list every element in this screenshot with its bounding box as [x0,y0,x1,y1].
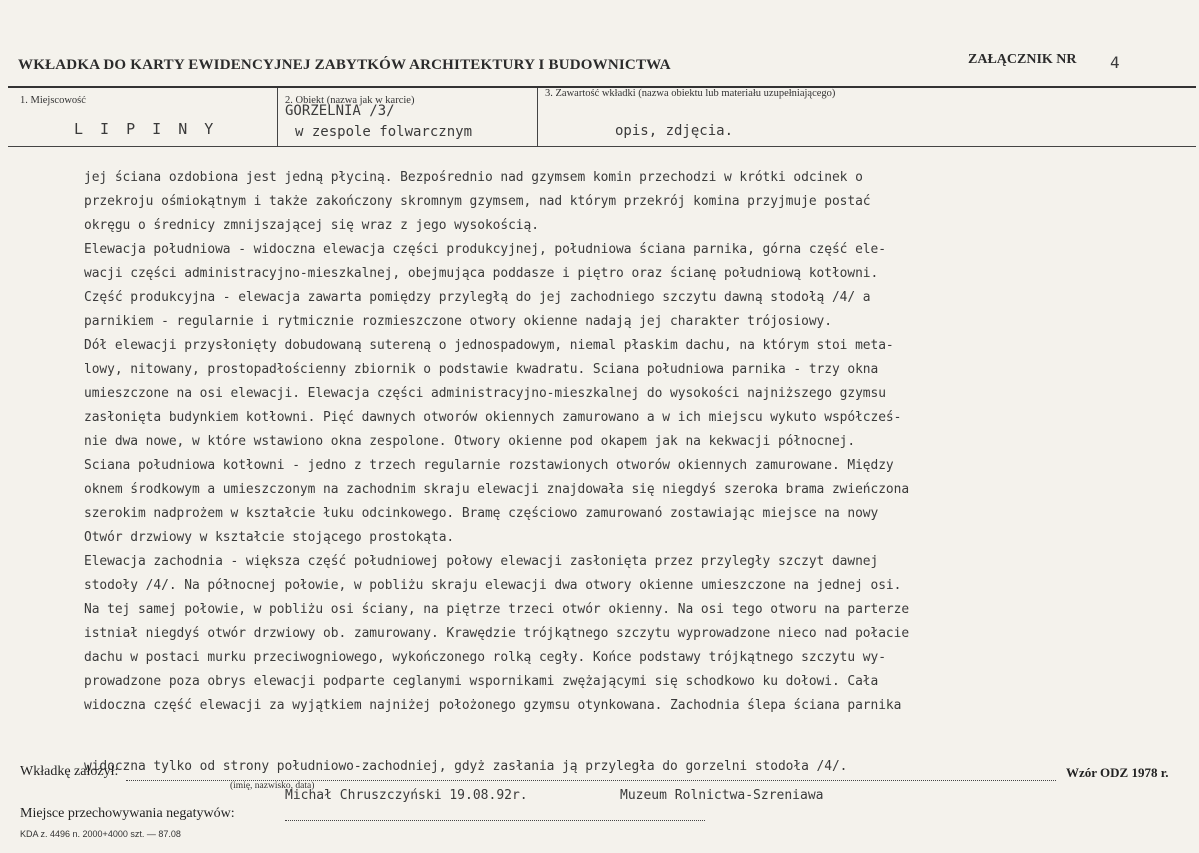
description-line: Dół elewacji przysłonięty dobudowaną sutereną o jednospadowym, niemal płaskim dachu, na którym stoi meta- [84,338,894,353]
description-line: Otwór drzwiowy w kształcie stojącego prostokąta. [84,530,455,545]
field-divider-2 [537,88,538,146]
description-line: szerokim nadprożem w kształcie łuku odcinkowego. Bramę częściowo zamurowanó zostawiając miejsce na nowy [84,506,879,521]
description-line: Elewacja południowa - widoczna elewacja części produkcyjnej, południowa ściana parnika, górna część ele- [84,242,886,257]
description-line: przekroju ośmiokątnym i także zakończony skromnym gzymsem, nad którym przekrój komina przyjmuje postać [84,194,871,209]
description-line: wacji części administracyjno-mieszkalnej, obejmująca poddasze i piętro oraz ścianę południową kotłowni. [84,266,879,281]
object-value-line1: GORZELNIA /3/ [285,103,395,119]
form-title: WKŁADKA DO KARTY EWIDENCYJNEJ ZABYTKÓW ARCHITEKTURY I BUDOWNICTWA [18,57,671,73]
negatives-location-line [285,820,705,821]
contents-label: 3. Zawartość wkładki (nazwa obiektu lub materiału uzupełniającego) [545,88,836,99]
form-model-label: Wzór ODZ 1978 r. [1066,765,1169,780]
description-line: zasłonięta budynkiem kotłowni. Pięć dawnych otworów okiennych zamurowano a w ich miejscu wykuto współcześ- [84,410,902,425]
object-label: 2. Obiekt (nazwa jak w karcie) [285,95,415,106]
description-line: Elewacja zachodnia - większa część południowej połowy elewacji zasłonięta przez przyległy szczyt dawnej [84,554,879,569]
description-line: Na tej samej połowie, w pobliżu osi ściany, na piętrze trzeci otwór okienny. Na osi tego otworu na parterze [84,602,910,617]
field-divider-1 [277,88,278,146]
description-line: widoczna tylko od strony południowo-zachodniej, gdyż zasłania ją przyległa do gorzelni stodoła /4/. [84,759,848,774]
prepared-by-value: Michał Chruszczyński 19.08.92r. [285,788,528,803]
location-value: L I P I N Y [74,120,218,138]
description-line: Część produkcyjna - elewacja zawarta pomiędzy przyległą do jej zachodniego szczytu dawną stodołą /4/ a [84,290,871,305]
description-line: istniał niegdyś otwór drzwiowy ob. zamurowany. Krawędzie trójkątnego szczytu wyprowadzone nieco nad połacie [84,626,910,641]
contents-value: opis, zdjęcia. [615,123,734,139]
description-line: dachu w postaci murku przeciwogniowego, wykończonego rolką cegły. Końce podstawy trójkątnego szczytu wy- [84,650,886,665]
fields-rule [8,146,1196,147]
negatives-location-label: Miejsce przechowywania negatywów: [20,806,235,821]
description-line: jej ściana ozdobiona jest jedną płyciną. Bezpośrednio nad gzymsem komin przechodzi w krótki odcinek o [84,170,863,185]
prepared-by-label: Wkładkę założył: [20,764,119,779]
attachment-number: 4 [1110,53,1120,72]
attachment-label: ZAŁĄCZNIK NR [968,52,1077,67]
description-line: okręgu o średnicy zmnijszającej się wraz z jego wysokością. [84,218,539,233]
description-line: Sciana południowa kotłowni - jedno z trzech regularnie rozstawionych otworów okiennych zamurowane. Między [84,458,894,473]
description-line: prowadzone poza obrys elewacji podparte ceglanymi wspornikami zwężającymi się schodkowo ku dołowi. Cała [84,674,879,689]
description-line: lowy, nitowany, prostopadłościenny zbiornik o podstawie kwadratu. Sciana południowa parnika - trzy okna [84,362,879,377]
prepared-by-hint: (imię, nazwisko, data) [230,781,315,791]
description-line: umieszczone na osi elewacji. Elewacja części administracyjno-mieszkalnej do wysokości najniższego gzymsu [84,386,886,401]
description-line: nie dwa nowe, w które wstawiono okna zespolone. Otwory okienne pod okapem jak na kekwacji północnej. [84,434,856,449]
print-code: KDA z. 4496 n. 2000+4000 szt. — 87.08 [20,829,181,839]
negatives-location-value: Muzeum Rolnictwa-Szreniawa [620,788,824,803]
description-line: widoczna część elewacji za wyjątkiem najniżej położonego gzymsu otynkowana. Zachodnia ślepa ściana parnika [84,698,902,713]
location-label: 1. Miejscowość [20,95,86,106]
description-line: stodoły /4/. Na północnej połowie, w pobliżu skraju elewacji dwa otwory okienne umieszczone na jednej osi. [84,578,902,593]
object-value-line2: w zespole folwarcznym [295,124,473,140]
description-line: parnikiem - regularnie i rytmicznie rozmieszczone otwory okienne nadają jej charakter trójosiowy. [84,314,832,329]
description-line: oknem środkowym a umieszczonym na zachodnim skraju elewacji znajdowała się niegdyś szeroka brama zwieńczona [84,482,910,497]
